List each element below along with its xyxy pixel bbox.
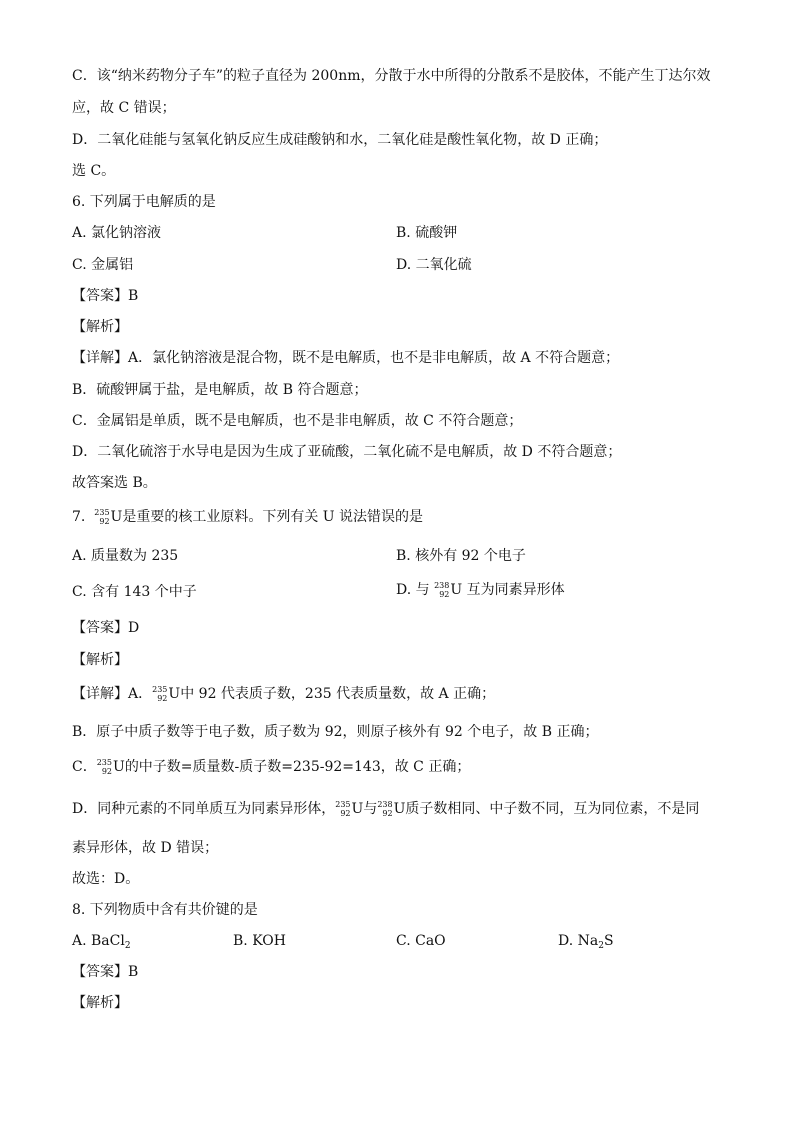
detail-tag: 【详解】 (72, 686, 128, 702)
answer-value: D (128, 620, 140, 636)
q7-detail-a (72, 684, 495, 704)
element-symbol: U (168, 686, 181, 702)
option-a-subscript: 2 (124, 941, 131, 951)
q7-detail-d-line1 (72, 799, 699, 819)
detail-tag: 【详解】 (72, 350, 128, 366)
mass-number: 235 (96, 758, 112, 767)
q6-option-a: A. 氯化钠溶液 (72, 225, 162, 241)
uranium-235-nuclide (94, 507, 122, 527)
q7-detail-b: B．原子中质子数等于电子数，质子数为 92，则原子核外有 92 个电子，故 B 正确； (72, 724, 599, 740)
q6-detail-c: C．金属铝是单质，既不是电解质，也不是非电解质，故 C 不符合题意； (72, 413, 523, 429)
q7-analysis-heading: 【解析】 (72, 652, 128, 668)
question-number: 7. (72, 509, 86, 525)
q7-detail-d-line2: 素异形体，故 D 错误； (72, 840, 219, 856)
detail-c-prefix: C． (72, 759, 97, 775)
detail-text: A．氯化钠溶液是混合物，既不是电解质，也不是非电解质，故 A 不符合题意； (128, 350, 620, 366)
q7-option-b: B. 核外有 92 个电子 (396, 548, 526, 564)
q8-answer (72, 962, 138, 982)
option-d-subscript: 2 (598, 941, 604, 951)
q6-detail-a (72, 348, 619, 368)
q7-option-a: A. 质量数为 235 (72, 548, 179, 564)
detail-d-prefix: D．同种元素的不同单质互为同素异形体， (72, 801, 336, 817)
q6-option-d: D. 二氧化硫 (396, 257, 472, 273)
uranium-235-nuclide (335, 799, 363, 819)
q6-stem: 6. 下列属于电解质的是 (72, 194, 216, 210)
mass-number: 235 (335, 800, 351, 809)
detail-a-text: 中 92 代表质子数，235 代表质量数，故 A 正确； (180, 686, 496, 702)
detail-d-text: 质子数相同、中子数不同，互为同位素，不是同 (405, 801, 700, 817)
q5-conclusion: 选 C。 (72, 163, 116, 179)
option-d-formula-end: S (603, 933, 614, 949)
mass-number: 238 (434, 581, 450, 590)
element-symbol: U (113, 759, 125, 775)
element-symbol: U (393, 801, 406, 817)
q7-option-d (396, 580, 565, 600)
atomic-number: 92 (340, 809, 351, 818)
q5-option-c-analysis-line2: 应，故 C 错误； (72, 100, 176, 116)
q7-option-c: C. 含有 143 个中子 (72, 584, 197, 600)
q6-detail-d: D．二氧化硫溶于水导电是因为生成了亚硫酸，二氧化硫不是电解质，故 D 不符合题意； (72, 444, 622, 460)
uranium-235-nuclide (152, 684, 180, 704)
q7-stem (72, 507, 423, 527)
option-a-formula: A. BaCl (72, 933, 125, 949)
q5-option-d-analysis: D．二氧化硅能与氢氧化钠反应生成硅酸钠和水，二氧化硅是酸性氧化物，故 D 正确； (72, 132, 608, 148)
atomic-number: 92 (157, 694, 168, 703)
q7-answer (72, 618, 139, 638)
answer-value: B (128, 288, 139, 304)
q8-option-c: C. CaO (396, 933, 446, 949)
atomic-number: 92 (99, 517, 110, 526)
q8-option-a (72, 931, 131, 956)
mass-number: 235 (94, 508, 110, 517)
detail-a-prefix: A． (128, 686, 153, 702)
q6-answer (72, 286, 138, 306)
q6-option-c: C. 金属铝 (72, 257, 134, 273)
q6-detail-b: B．硫酸钾属于盐，是电解质，故 B 符合题意； (72, 382, 368, 398)
q7-detail-c (72, 757, 470, 777)
q8-option-b: B. KOH (233, 933, 286, 949)
detail-c-text: 的中子数=质量数-质子数=235-92=143，故 C 正确； (124, 759, 471, 775)
answer-tag: 【答案】 (72, 964, 128, 980)
element-symbol: U (110, 509, 123, 525)
q6-option-b: B. 硫酸钾 (396, 225, 458, 241)
q8-stem: 8. 下列物质中含有共价键的是 (72, 902, 258, 918)
q5-option-c-analysis-line1: C．该“纳米药物分子车”的粒子直径为 200nm，分散于水中所得的分散系不是胶体，不能产生丁达尔效 (72, 68, 711, 84)
atomic-number: 92 (101, 767, 112, 776)
uranium-238-nuclide (434, 580, 462, 600)
q8-analysis-heading: 【解析】 (72, 995, 128, 1011)
mass-number: 235 (152, 685, 168, 694)
stem-text: 是重要的核工业原料。下列有关 U 说法错误的是 (122, 509, 424, 525)
atomic-number: 92 (382, 809, 393, 818)
mass-number: 238 (377, 800, 393, 809)
element-symbol: U (450, 582, 463, 598)
element-symbol: U (351, 801, 364, 817)
option-d-formula: D. Na (558, 933, 599, 949)
option-d-prefix: D. 与 (396, 582, 430, 598)
q7-conclusion: 故选：D。 (72, 871, 140, 887)
answer-tag: 【答案】 (72, 620, 128, 636)
q6-conclusion: 故答案选 B。 (72, 475, 157, 491)
uranium-235-nuclide (97, 757, 125, 777)
answer-tag: 【答案】 (72, 288, 128, 304)
atomic-number: 92 (439, 590, 450, 599)
q6-analysis-heading: 【解析】 (72, 319, 128, 335)
q8-option-d (558, 931, 614, 956)
option-d-suffix: 互为同素异形体 (466, 582, 565, 598)
answer-value: B (128, 964, 139, 980)
detail-d-mid: 与 (363, 801, 378, 817)
uranium-238-nuclide (377, 799, 405, 819)
